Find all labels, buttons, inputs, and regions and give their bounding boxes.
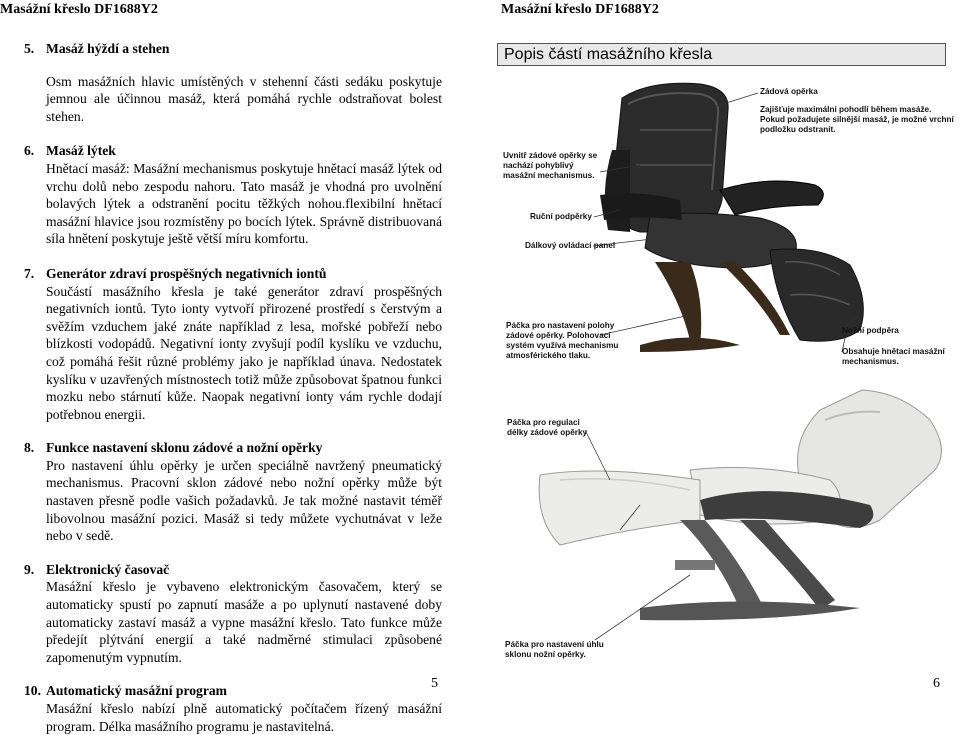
page-header-left: Masážní křeslo DF1688Y2 [0, 2, 158, 17]
callout-backrest-reg-lever: Páčka pro regulaci délky zádové opěrky [507, 418, 588, 437]
callout-footrest-angle-lever: Páčka pro nastavení úhlu sklonu nožní opěrky. [505, 640, 604, 659]
section-body: Hnětací masáž: Masážní mechanismus poskytuje hnětací masáž lýtek od vrchu dolů nebo zespodu nahoru. Tato masáž je vhodná pro uvolnění bolavých lýtek a odstranění pocitu těžkých nohou.flexibilní hnětací masážní hlavice jsou rozmístěny po bocích lýtek. Správně distribuovaná síla hnětení poskytuje ještě větší míru komfortu. [46, 160, 442, 247]
callout-calf-mechanism: Obsahuje hnětací masážní mechanismus. [842, 347, 945, 366]
section-title: Elektronický časovač [46, 561, 170, 577]
section-title: Generátor zdraví prospěšných negativních iontů [46, 265, 327, 281]
section-number: 10. [24, 683, 41, 699]
section-number: 9. [24, 561, 35, 577]
section-body: Masážní křeslo je vybaveno elektronickým časovačem, který se automaticky spustí po zapnutí masáže a po uplynutí nastavené doby automaticky zastaví masáž a vypne masážní křeslo. Tato funkce může předejít plýtvání energií a také nadměrné stimulaci způsobené zapomenutým vypnutím. [46, 579, 442, 665]
panel-title: Popis částí masážního křesla [497, 43, 946, 66]
section-title: Masáž hýždí a stehen [46, 41, 170, 56]
callout-back-mechanism: Uvnitř zádové opěrky se nachází pohyblivý masážní mechanismus. [503, 151, 598, 180]
callout-back-rest-desc: Zajišťuje maximální pohodlí během masáže. Pokud požadujete silnější masáž, je možné vrchní podložku odstranit. [760, 105, 954, 134]
section-body: Masážní křeslo nabízí plně automatický počítačem řízený masážní program. Délka masážního programu je nastavitelná. [46, 701, 442, 734]
callout-back-rest: Zádová opěrka [760, 87, 818, 96]
callout-foot-rest: Nožní podpěra [842, 326, 899, 335]
section-body: Součástí masážního křesla je také generátor zdraví prospěšných negativních iontů. Tyto ionty vytvoří přirozené prostředí s čerstvým a svěžím vzduchem jaké znáte například z lesa, mořské pobřeží nebo blízkosti vodopádů. Negativní ionty zvyšují podíl kyslíku ve vzduchu, což pomáhá řešit různé problémy jako je například únava. Nedostatek kyslíku v uzavřených místnostech totiž může způsobovat špatnou funkci mozku nebo stárnutí kůže. Naopak negativní ionty vám rychle dodají potřebnou energii. [46, 283, 442, 422]
callout-position-lever: Páčka pro nastavení polohy zádové opěrky. Polohovací systém využívá mechanismu atmosférického tlaku. [506, 321, 619, 360]
page-number-left: 5 [431, 676, 438, 691]
callout-remote: Dálkový ovládací panel [525, 241, 616, 250]
page-number-right: 6 [933, 676, 940, 691]
section-title: Automatický masážní program [46, 683, 227, 699]
section-body: Osm masážních hlavic umístěných v stehenní části sedáku poskytuje jemnou ale účinnou masáž, která pomáhá rychle odstraňovat bolest stehen. [46, 73, 442, 124]
callout-arm-rests: Ruční podpěrky [530, 212, 592, 221]
section-auto-program [24, 682, 442, 735]
section-body: Pro nastavení úhlu opěrky je určen speciálně navržený pneumatický mechanismus. Pracovní sklon zádové nebo nožní opěrky může být nastaven přesně podle vašich požadavků. Je tak možné nastavit téměř libovolnou masážní pozici. Masáž si tedy můžete vychutnávat v leže nebo v sedě. [46, 457, 442, 544]
section-number: 5. [24, 41, 35, 56]
section-title: Masáž lýtek [46, 143, 116, 159]
section-number: 7. [24, 265, 35, 281]
page-header-right: Masážní křeslo DF1688Y2 [501, 2, 659, 17]
section-number: 8. [24, 440, 35, 456]
section-title: Funkce nastavení sklonu zádové a nožní opěrky [46, 440, 323, 456]
section-number: 6. [24, 143, 35, 159]
light-chair-image [539, 390, 941, 620]
